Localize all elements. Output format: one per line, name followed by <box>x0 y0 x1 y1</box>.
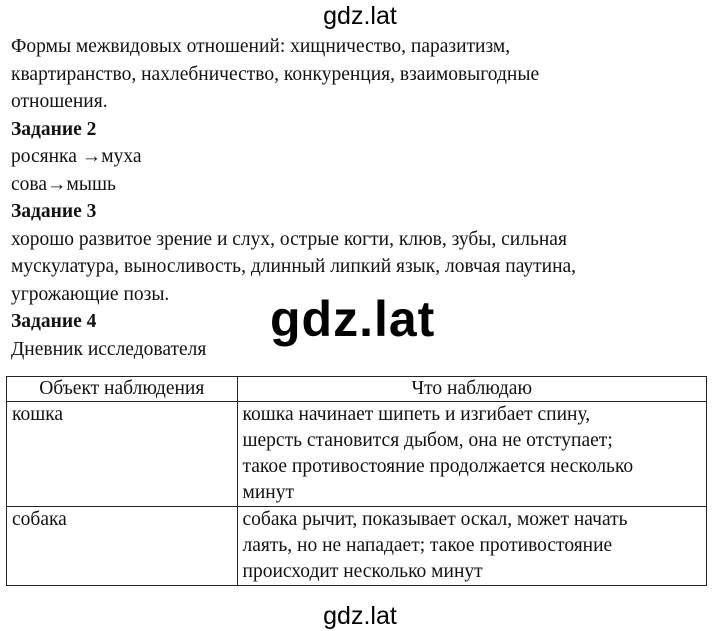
observation-line: шерсть становится дыбом, она не отступает; <box>242 430 613 451</box>
cell-object: собака <box>7 507 238 586</box>
intro-line: Формы межвидовых отношений: хищничество, паразитизм, <box>11 36 511 57</box>
watermark-middle: gdz.lat <box>270 291 436 347</box>
intro-line: квартиранство, нахлебничество, конкуренция, взаимовыгодные <box>11 63 540 85</box>
watermark-top: gdz.lat <box>323 2 397 30</box>
observation-line: происходит несколько минут <box>242 561 483 582</box>
cell-observation <box>237 507 706 586</box>
cell-observation <box>237 402 706 507</box>
header-object: Объект наблюдения <box>7 377 238 402</box>
task3-line: хорошо развитое зрение и слух, острые когти, клюв, зубы, сильная <box>11 228 567 250</box>
observation-table <box>6 376 707 586</box>
table-row <box>7 402 707 507</box>
observation-line: лаять, но не нападает; такое противостояние <box>242 535 613 556</box>
observation-line: такое противостояние продолжается несколько <box>242 456 634 477</box>
task2-heading: Задание 2 <box>11 118 97 140</box>
observation-line: минут <box>242 482 294 503</box>
task3-line: угрожающие позы. <box>11 283 170 305</box>
table-header-row <box>7 377 707 402</box>
intro-line: отношения. <box>11 91 108 112</box>
watermark-bottom: gdz.lat <box>323 602 397 630</box>
cell-object: кошка <box>7 402 238 507</box>
task4-heading: Задание 4 <box>11 311 97 332</box>
observation-line: кошка начинает шипеть и изгибает спину, <box>242 404 591 425</box>
task2-line: росянка →муха <box>11 146 142 167</box>
task3-heading: Задание 3 <box>11 201 97 222</box>
observation-line: собака рычит, показывает оскал, может начать <box>242 509 628 530</box>
task2-line: сова→мышь <box>11 173 116 195</box>
task3-line: мускулатура, выносливость, длинный липкий язык, ловчая паутина, <box>11 256 577 277</box>
table-row <box>7 507 707 586</box>
task4-subtitle: Дневник исследователя <box>11 338 207 360</box>
header-observation: Что наблюдаю <box>237 377 706 402</box>
